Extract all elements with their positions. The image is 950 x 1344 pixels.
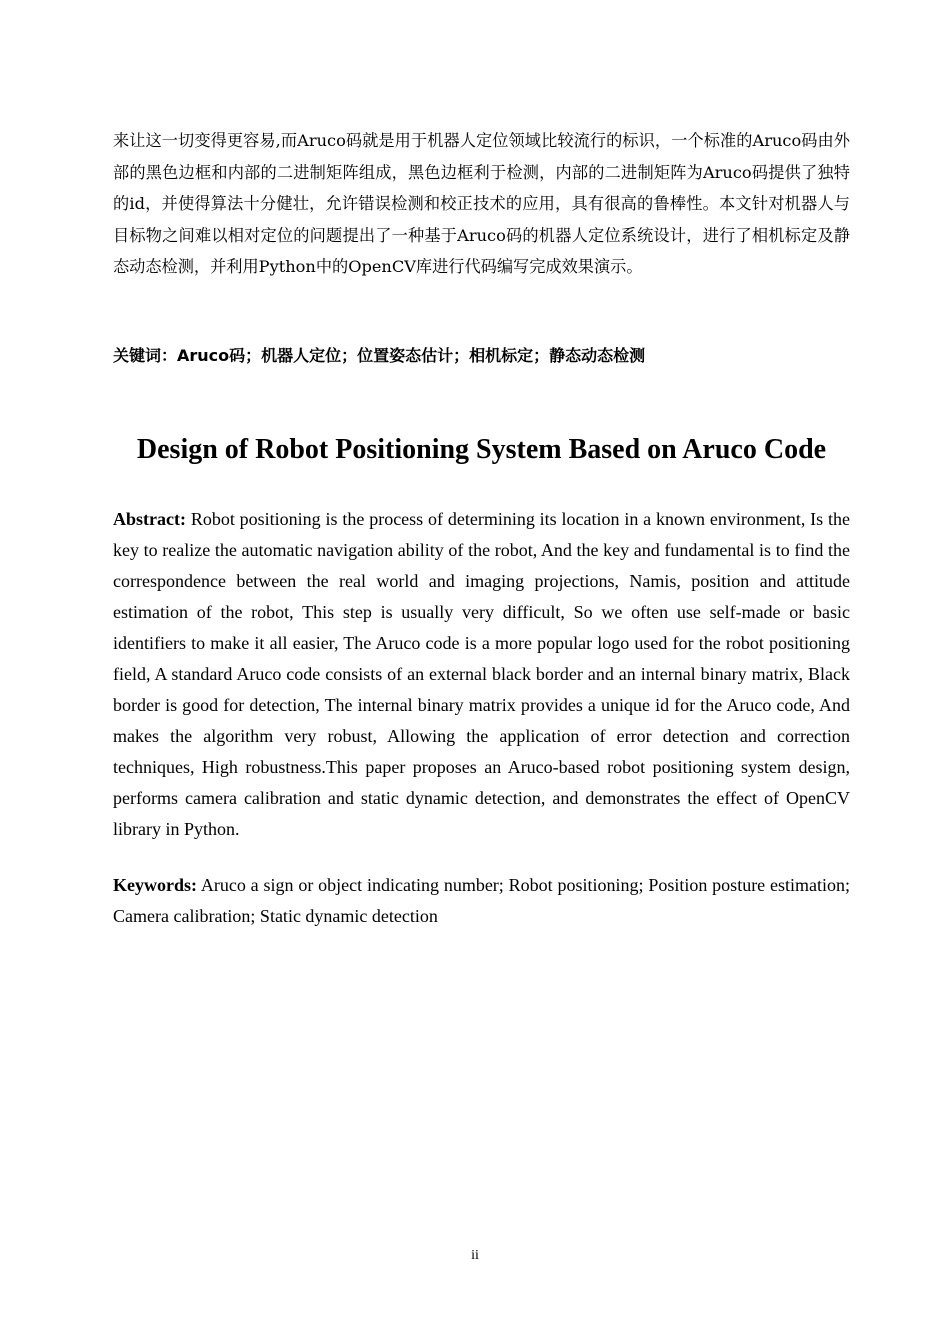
abstract-label: Abstract: — [113, 509, 186, 529]
keywords-text: Aruco a sign or object indicating number; Robot positioning; Position posture estimation; Camera calibration; Static dynamic detection — [113, 875, 851, 926]
abstract-text: Robot positioning is the process of determining its location in a known environment, Is the key to realize the automatic navigation ability of the robot, And the key and fundamental is to find the correspondence between the real world and imaging projections, Namis, position and attitude estimation of the robot, This step is usually very difficult, So we often use self-made or basic identifiers to make it all easier, The Aruco code is a more popular logo used for the robot positioning field, A standard Aruco code consists of an external black border and an internal binary matrix, Black border is good for detection, The internal binary matrix provides a unique id for the Aruco code, And makes the algorithm very robust, Allowing the application of error detection and correction techniques, High robustness.This paper proposes an Aruco-based robot positioning system design, performs camera calibration and static dynamic detection, and demonstrates the effect of OpenCV library in Python. — [113, 509, 850, 839]
chinese-abstract-paragraph: 来让这一切变得更容易,而Aruco码就是用于机器人定位领域比较流行的标识，一个标准的Aruco码由外部的黑色边框和内部的二进制矩阵组成，黑色边框利于检测，内部的二进制矩阵为Aruco码提供了独特的id，并使得算法十分健壮，允许错误检测和校正技术的应用，具有很高的鲁棒性。本文针对机器人与目标物之间难以相对定位的问题提出了一种基于Aruco码的机器人定位系统设计，进行了相机标定及静态动态检测，并利用Python中的OpenCV库进行代码编写完成效果演示。 — [113, 131, 850, 276]
chinese-keywords: 关键词：Aruco码；机器人定位；位置姿态估计；相机标定；静态动态检测 — [113, 346, 646, 365]
keywords-label: Keywords: — [113, 875, 197, 895]
english-keywords — [113, 870, 850, 932]
english-title: Design of Robot Positioning System Based on Aruco Code — [136, 434, 827, 465]
english-abstract — [113, 504, 850, 845]
page-number: ii — [471, 1248, 479, 1263]
